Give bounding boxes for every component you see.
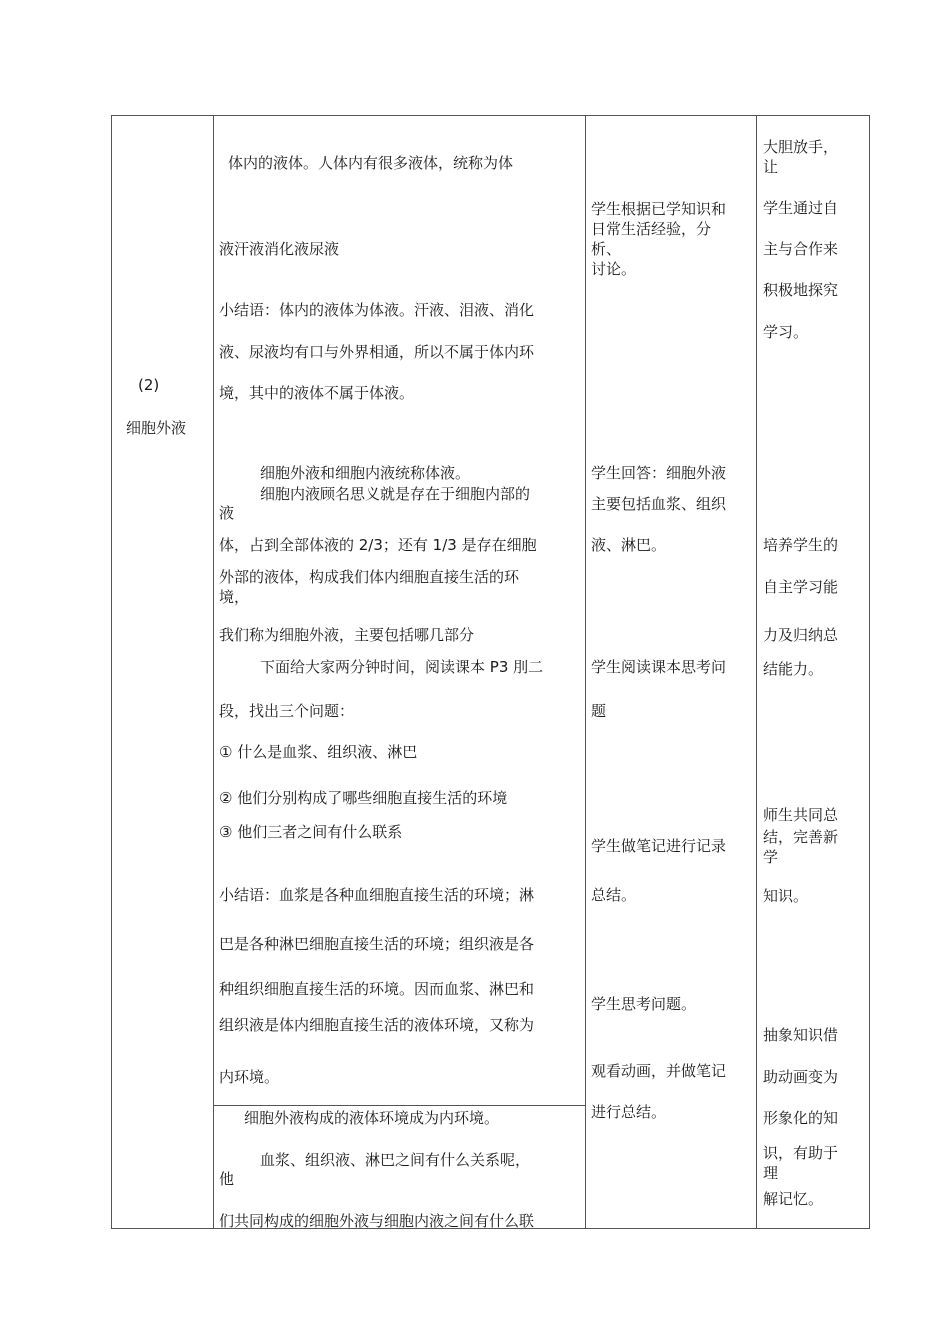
intent-line: 大胆放手， bbox=[763, 138, 839, 156]
table-left-border bbox=[111, 115, 112, 1229]
intent-line: 积极地探究 bbox=[763, 281, 839, 299]
intent-line: 结，完善新 bbox=[763, 828, 839, 846]
intent-line: 学习。 bbox=[763, 323, 809, 341]
activity-line: 学生阅读课本思考问 bbox=[591, 658, 727, 676]
activity-line: 学生根据已学知识和 bbox=[591, 200, 727, 218]
intent-line: 解记忆。 bbox=[763, 1190, 824, 1208]
content-line: 小结语：血浆是各种血细胞直接生活的环境；淋 bbox=[219, 886, 535, 904]
section-title: 细胞外液 bbox=[126, 419, 187, 437]
activity-line: 析、 bbox=[591, 240, 622, 258]
content-line: 组织液是体内细胞直接生活的液体环境，又称为 bbox=[219, 1016, 535, 1034]
intent-line: 学 bbox=[763, 848, 779, 866]
content-line: 体，占到全部体液的 2/3；还有 1/3 是存在细胞 bbox=[219, 536, 537, 554]
content-line: 液 bbox=[219, 504, 235, 522]
inner-row-divider bbox=[213, 1105, 585, 1106]
content-line: 血浆、组织液、淋巴之间有什么关系呢， bbox=[260, 1151, 531, 1169]
activity-line: 总结。 bbox=[591, 886, 637, 904]
col-divider-3 bbox=[756, 115, 757, 1229]
intent-line: 自主学习能 bbox=[763, 578, 839, 596]
content-line: 们共同构成的细胞外液与细胞内液之间有什么联 bbox=[219, 1212, 535, 1230]
intent-line: 主与合作来 bbox=[763, 240, 839, 258]
content-line: 巴是各种淋巴细胞直接生活的环境；组织液是各 bbox=[219, 935, 535, 953]
col-divider-1 bbox=[213, 115, 214, 1229]
intent-line: 结能力。 bbox=[763, 660, 824, 678]
question-item: ① 什么是血浆、组织液、淋巴 bbox=[219, 743, 418, 761]
activity-line: 学生做笔记进行记录 bbox=[591, 837, 727, 855]
content-line: 种组织细胞直接生活的环境。因而血浆、淋巴和 bbox=[219, 980, 535, 998]
question-item: ③ 他们三者之间有什么联系 bbox=[219, 823, 403, 841]
content-line: 体内的液体。人体内有很多液体，统称为体 bbox=[228, 154, 514, 172]
intent-line: 力及归纳总 bbox=[763, 626, 839, 644]
intent-line: 让 bbox=[763, 158, 779, 176]
activity-line: 主要包括血浆、组织 bbox=[591, 495, 727, 513]
activity-line: 学生回答：细胞外液 bbox=[591, 464, 727, 482]
intent-line: 理 bbox=[763, 1164, 779, 1182]
content-line: 境， bbox=[219, 588, 250, 606]
content-line: 境，其中的液体不属于体液。 bbox=[219, 384, 415, 402]
section-number: (2) bbox=[138, 376, 160, 394]
activity-line: 进行总结。 bbox=[591, 1103, 667, 1121]
intent-line: 师生共同总 bbox=[763, 806, 839, 824]
intent-line: 形象化的知 bbox=[763, 1109, 839, 1127]
intent-line: 助动画变为 bbox=[763, 1068, 839, 1086]
content-line: 小结语：体内的液体为体液。汗液、泪液、消化 bbox=[219, 301, 535, 319]
content-line: 细胞外液构成的液体环境成为内环境。 bbox=[244, 1109, 500, 1127]
content-line: 液汗液消化液尿液 bbox=[219, 240, 340, 258]
content-line: 细胞外液和细胞内液统称体液。 bbox=[260, 464, 471, 482]
content-line: 内环境。 bbox=[219, 1068, 280, 1086]
intent-line: 培养学生的 bbox=[763, 536, 839, 554]
activity-line: 日常生活经验，分 bbox=[591, 220, 712, 238]
activity-line: 讨论。 bbox=[591, 260, 637, 278]
intent-line: 知识。 bbox=[763, 887, 809, 905]
intent-line: 抽象知识借 bbox=[763, 1026, 839, 1044]
content-line: 他 bbox=[219, 1170, 235, 1188]
content-line: 细胞内液顾名思义就是存在于细胞内部的 bbox=[260, 485, 531, 503]
content-line: 外部的液体，构成我们体内细胞直接生活的环 bbox=[219, 568, 520, 586]
content-line: 下面给大家两分钟时间，阅读课本 P3 刖二 bbox=[260, 658, 544, 676]
question-item: ② 他们分别构成了哪些细胞直接生活的环境 bbox=[219, 789, 508, 807]
activity-line: 液、淋巴。 bbox=[591, 536, 667, 554]
content-line: 我们称为细胞外液，主要包括哪几部分 bbox=[219, 626, 475, 644]
table-right-border bbox=[869, 115, 870, 1229]
activity-line: 题 bbox=[591, 702, 607, 720]
content-line: 段，找出三个问题： bbox=[219, 702, 355, 720]
activity-line: 观看动画，并做笔记 bbox=[591, 1062, 727, 1080]
content-line: 液、尿液均有口与外界相通，所以不属于体内环 bbox=[219, 343, 535, 361]
col-divider-2 bbox=[585, 115, 586, 1229]
activity-line: 学生思考问题。 bbox=[591, 995, 697, 1013]
intent-line: 识，有助于 bbox=[763, 1144, 839, 1162]
intent-line: 学生通过自 bbox=[763, 199, 839, 217]
